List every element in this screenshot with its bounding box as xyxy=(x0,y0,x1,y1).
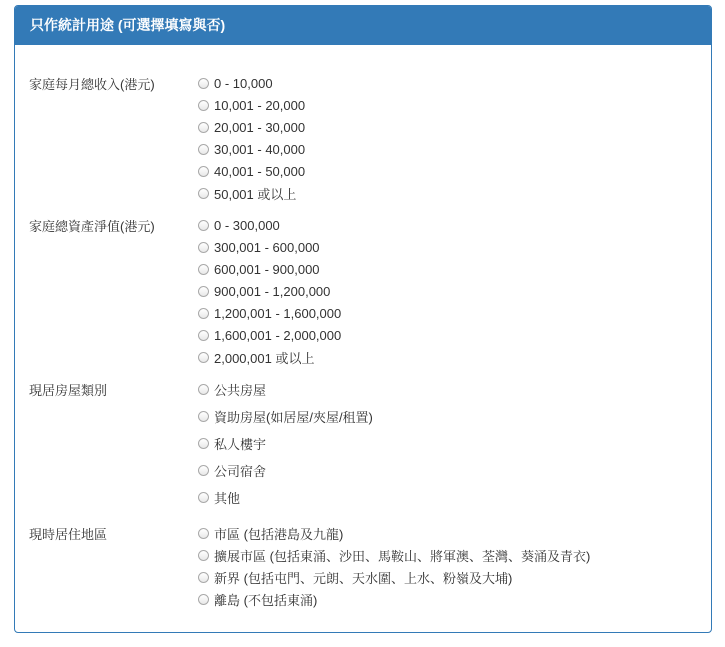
radio-button[interactable] xyxy=(198,264,209,275)
radio-button[interactable] xyxy=(198,528,209,539)
assets-option-6[interactable]: 1,600,001 - 2,000,000 xyxy=(198,325,341,345)
radio-button[interactable] xyxy=(198,188,209,199)
radio-button[interactable] xyxy=(198,144,209,155)
district-option-1[interactable]: 市區 (包括港島及九龍) xyxy=(198,523,343,543)
district-option-3[interactable]: 新界 (包括屯門、元朗、天水圍、上水、粉嶺及大埔) xyxy=(198,567,512,587)
housing-type-label: 現居房屋類別 xyxy=(29,383,108,398)
housing-option-4[interactable]: 公司宿舍 xyxy=(198,460,266,480)
statistics-panel xyxy=(14,5,712,633)
radio-button[interactable] xyxy=(198,465,209,476)
radio-button[interactable] xyxy=(198,78,209,89)
income-option-6[interactable]: 50,001 或以上 xyxy=(198,183,296,203)
radio-button[interactable] xyxy=(198,308,209,319)
radio-button[interactable] xyxy=(198,242,209,253)
income-option-5[interactable]: 40,001 - 50,000 xyxy=(198,161,305,181)
income-option-4[interactable]: 30,001 - 40,000 xyxy=(198,139,305,159)
district-option-2[interactable]: 擴展市區 (包括東涌、沙田、馬鞍山、將軍澳、荃灣、葵涌及青衣) xyxy=(198,545,590,565)
radio-button[interactable] xyxy=(198,352,209,363)
radio-button[interactable] xyxy=(198,384,209,395)
income-option-2[interactable]: 10,001 - 20,000 xyxy=(198,95,305,115)
radio-button[interactable] xyxy=(198,594,209,605)
radio-button[interactable] xyxy=(198,220,209,231)
assets-option-1[interactable]: 0 - 300,000 xyxy=(198,215,280,235)
district-option-4[interactable]: 離島 (不包括東涌) xyxy=(198,589,317,609)
radio-button[interactable] xyxy=(198,122,209,133)
assets-label: 家庭總資產淨值(港元) xyxy=(29,219,155,234)
radio-button[interactable] xyxy=(198,330,209,341)
radio-button[interactable] xyxy=(198,286,209,297)
housing-option-3[interactable]: 私人樓宇 xyxy=(198,433,266,453)
panel-title: 只作統計用途 (可選擇填寫與否) xyxy=(15,6,711,45)
radio-button[interactable] xyxy=(198,100,209,111)
radio-button[interactable] xyxy=(198,550,209,561)
assets-option-3[interactable]: 600,001 - 900,000 xyxy=(198,259,320,279)
radio-button[interactable] xyxy=(198,411,209,422)
radio-button[interactable] xyxy=(198,492,209,503)
housing-option-1[interactable]: 公共房屋 xyxy=(198,379,266,399)
assets-option-7[interactable]: 2,000,001 或以上 xyxy=(198,347,314,367)
radio-button[interactable] xyxy=(198,572,209,583)
income-option-1[interactable]: 0 - 10,000 xyxy=(198,73,273,93)
district-label: 現時居住地區 xyxy=(29,527,108,542)
income-label: 家庭每月總收入(港元) xyxy=(29,77,155,92)
radio-button[interactable] xyxy=(198,438,209,449)
housing-option-5[interactable]: 其他 xyxy=(198,487,240,507)
assets-option-2[interactable]: 300,001 - 600,000 xyxy=(198,237,320,257)
radio-button[interactable] xyxy=(198,166,209,177)
housing-option-2[interactable]: 資助房屋(如居屋/夾屋/租置) xyxy=(198,406,373,426)
assets-option-4[interactable]: 900,001 - 1,200,000 xyxy=(198,281,330,301)
income-option-3[interactable]: 20,001 - 30,000 xyxy=(198,117,305,137)
assets-option-5[interactable]: 1,200,001 - 1,600,000 xyxy=(198,303,341,323)
